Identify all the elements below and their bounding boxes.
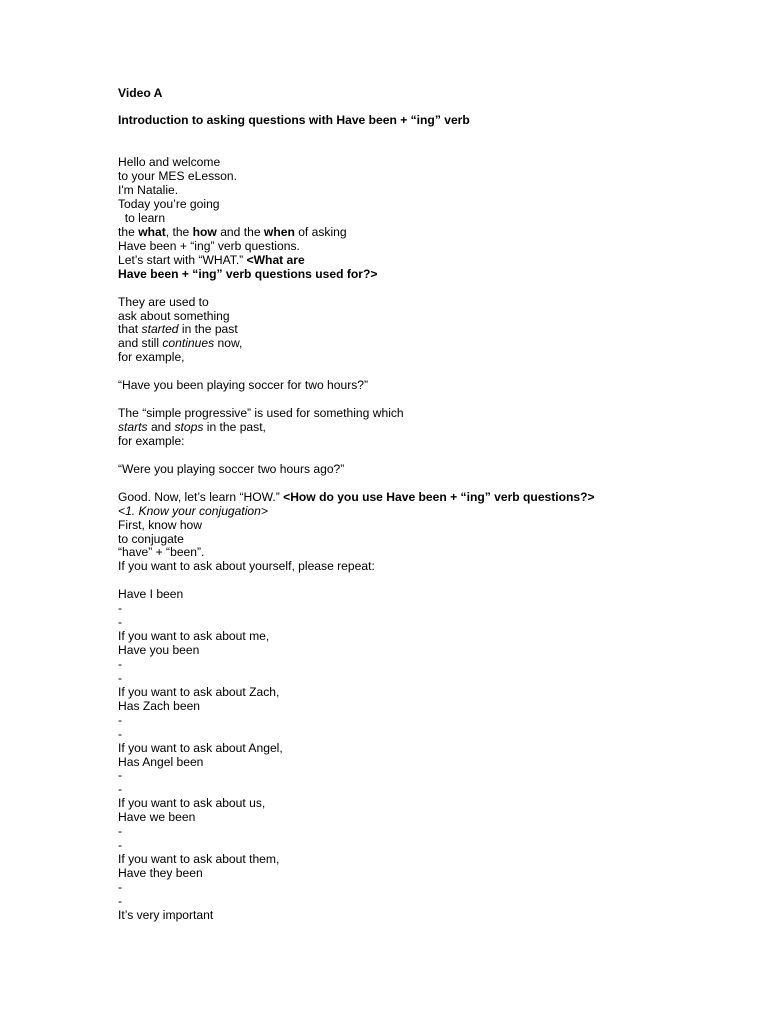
repeat-dash: - <box>118 656 123 671</box>
repeat-dash: - <box>118 601 123 616</box>
intro-line: to your MES eLesson. <box>118 169 237 184</box>
conjugation-form: Have they been <box>118 866 203 880</box>
conjugation-prompt: If you want to ask about us, <box>118 796 266 811</box>
conjugation-form: Have we been <box>118 810 196 825</box>
repeat-dash: - <box>118 726 123 741</box>
how-line: to conjugate <box>118 531 184 546</box>
how-line: First, know how <box>118 517 203 532</box>
usage-line: ask about something <box>118 308 230 323</box>
simple-progressive-line: The “simple progressive” is used for something which <box>118 406 404 421</box>
intro-line: to learn <box>118 210 166 225</box>
conjugation-prompt: If you want to ask about me, <box>118 629 270 644</box>
intro-line: Have been + “ing” verb questions. <box>118 238 300 253</box>
repeat-dash: - <box>118 712 123 727</box>
simple-progressive-line: for example: <box>118 433 185 448</box>
repeat-dash: - <box>118 768 123 783</box>
repeat-dash: - <box>118 879 123 894</box>
document-body <box>118 87 718 923</box>
how-heading-line: Good. Now, let’s learn “HOW.” <How do you use Have been + “ing” verb questions?> <box>118 489 595 504</box>
conjugation-form: Have I been <box>118 587 184 602</box>
video-heading: Video A <box>118 85 163 100</box>
conjugation-form: Has Zach been <box>118 698 201 713</box>
repeat-dash: - <box>118 615 123 630</box>
example-sentence: “Were you playing soccer two hours ago?” <box>118 461 345 476</box>
document-title: Introduction to asking questions with Have been + “ing” verb <box>118 113 470 128</box>
conjugation-prompt: If you want to ask about them, <box>118 852 280 867</box>
repeat-dash: - <box>118 838 123 853</box>
conjugation-form: Has Angel been <box>118 754 204 769</box>
usage-line: for example, <box>118 350 185 365</box>
closing-line: It’s very important <box>118 907 214 922</box>
example-sentence: “Have you been playing soccer for two hours?” <box>118 378 369 393</box>
repeat-dash: - <box>118 782 123 797</box>
conjugation-prompt: If you want to ask about Angel, <box>118 740 283 755</box>
intro-line: I'm Natalie. <box>118 183 179 198</box>
conjugation-prompt: If you want to ask about Zach, <box>118 684 280 699</box>
usage-line: and still continues now, <box>118 336 243 351</box>
intro-line: the what, the how and the when of asking <box>118 224 347 239</box>
usage-line: that started in the past <box>118 322 238 337</box>
how-line: “have” + “been”. <box>118 545 205 560</box>
conjugation-subheading: <1. Know your conjugation> <box>118 503 268 518</box>
intro-line: Hello and welcome <box>118 155 221 170</box>
repeat-dash: - <box>118 824 123 839</box>
conjugation-form: Have you been <box>118 643 200 657</box>
repeat-dash: - <box>118 893 123 908</box>
intro-line: Today you’re going <box>118 197 220 211</box>
simple-progressive-line: starts and stops in the past, <box>118 420 266 434</box>
intro-line: Let’s start with “WHAT.” <What are <box>118 252 305 267</box>
what-question-heading: Have been + “ing” verb questions used for?> <box>118 266 378 281</box>
usage-line: They are used to <box>118 294 209 309</box>
how-line: If you want to ask about yourself, please repeat: <box>118 559 375 574</box>
repeat-dash: - <box>118 670 123 685</box>
